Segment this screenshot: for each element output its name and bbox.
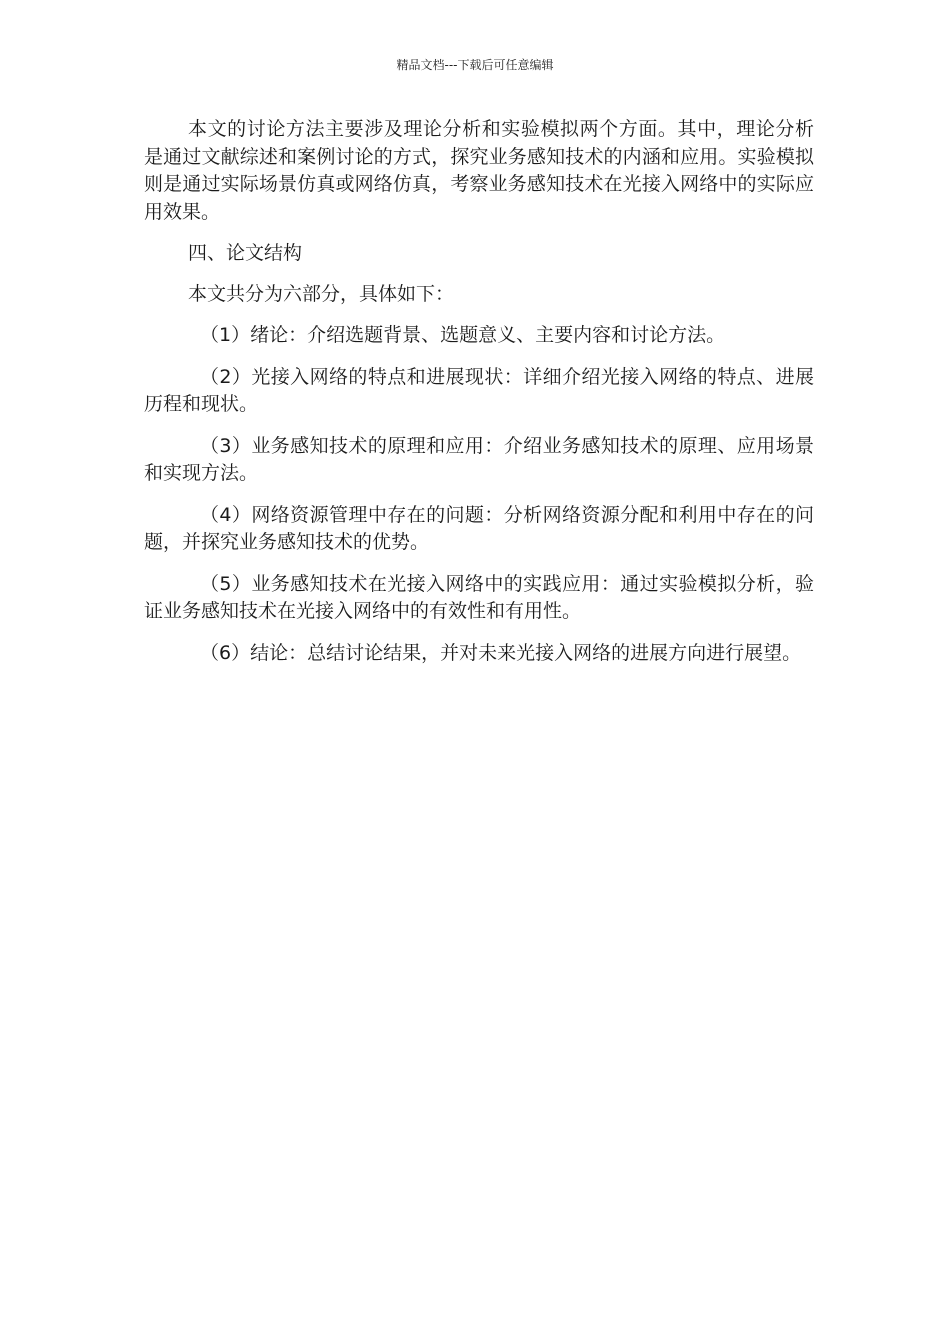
page-header: 精品文档---下载后可任意编辑 [396,58,554,72]
list-item-3: （3）业务感知技术的原理和应用：介绍业务感知技术的原理、应用场景和实现方法。 [144,434,814,484]
section-heading: 四、论文结构 [188,242,303,264]
list-item-5: （5）业务感知技术在光接入网络中的实践应用：通过实验模拟分析，验证业务感知技术在光接入网络中的有效性和有用性。 [144,572,814,622]
list-item-4: （4）网络资源管理中存在的问题：分析网络资源分配和利用中存在的问题，并探究业务感知技术的优势。 [144,503,814,553]
paragraph-method: 本文的讨论方法主要涉及理论分析和实验模拟两个方面。其中，理论分析是通过文献综述和案例讨论的方式，探究业务感知技术的内涵和应用。实验模拟则是通过实际场景仿真或网络仿真，考察业务感知技术在光接入网络中的实际应用效果。 [144,118,814,223]
list-item-2: （2）光接入网络的特点和进展现状：详细介绍光接入网络的特点、进展历程和现状。 [144,365,814,415]
list-item-6: （6）结论：总结讨论结果，并对未来光接入网络的进展方向进行展望。 [200,641,802,664]
paragraph-intro: 本文共分为六部分，具体如下： [188,282,455,305]
list-item-1: （1）绪论：介绍选题背景、选题意义、主要内容和讨论方法。 [200,324,726,346]
document-body [144,116,814,681]
